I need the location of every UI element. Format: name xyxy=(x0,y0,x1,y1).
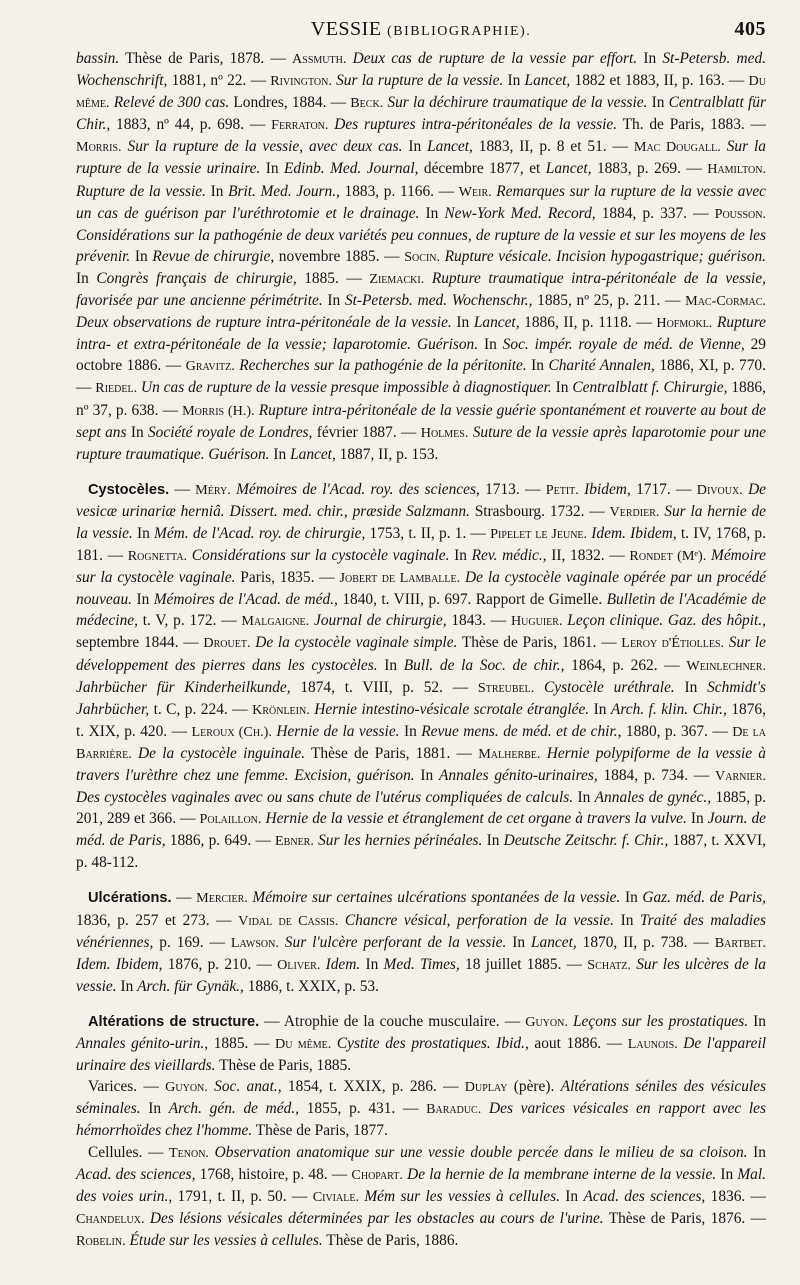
title-text: Jahrbücher für Kinderheilkunde, xyxy=(76,678,291,696)
title-text: Mém sur les vessies à cellules. xyxy=(364,1187,560,1205)
title-text: Hernie polypiforme de la vessie à travers l'urèthre chez une femme. Excision, guérison. xyxy=(76,744,766,784)
author-name: Beck. xyxy=(350,95,384,112)
title-text: De la cystocèle inguinale. xyxy=(138,744,306,762)
citation-text: 1883, p. 1166. — xyxy=(339,182,459,200)
citation-text: 1768, histoire, p. 48. — xyxy=(195,1165,352,1183)
citation-text: 1883, II, p. 8 et 51. — xyxy=(472,138,634,156)
title-text: Leçons sur les prostatiques. xyxy=(573,1012,749,1030)
citation-text: In xyxy=(614,911,640,929)
author-name: Krönlein. xyxy=(252,701,310,718)
citation-text: 1836, p. 257 et 273. — xyxy=(76,911,239,929)
citation-text: In xyxy=(647,94,669,112)
citation-text: Thèse de Paris, 1881. — xyxy=(305,744,479,762)
running-title xyxy=(76,18,766,41)
title-text: Mal. des voies urin., xyxy=(76,1165,766,1205)
title-text: Journal de chirurgie, xyxy=(314,612,447,630)
citation-text: — Atrophie de la couche musculaire. — xyxy=(259,1012,526,1030)
title-text: Rupture vésicale. Incision hypogastrique; guérison. xyxy=(444,247,766,265)
author-name: Schatz. xyxy=(587,956,631,973)
citation-text: t. IV, 1768, p. 181. — xyxy=(76,524,766,565)
citation-text: 18 juillet 1885. — xyxy=(459,955,588,973)
citation-text: (père). xyxy=(507,1078,561,1096)
citation-text: In xyxy=(674,678,708,696)
title-text: Suture de la vessie après laparotomie pour une rupture traumatique. Guérison. xyxy=(76,423,766,463)
section-heading: Cystocèles. xyxy=(88,481,170,498)
citation-text: In xyxy=(126,423,148,441)
title-text: Rupture de la vessie. xyxy=(76,182,206,200)
title-text: De la hernie de la membrane interne de la vessie. xyxy=(407,1165,717,1183)
citation-text: 1886, p. 649. — xyxy=(165,832,276,850)
cystoceles-section xyxy=(76,479,766,874)
citation-text: 1886, II, p. 1118. — xyxy=(519,314,657,332)
citation-text: 1870, II, p. 738. — xyxy=(576,933,715,951)
author-name: Socin. xyxy=(404,248,441,265)
cellules-subsection xyxy=(76,1142,766,1252)
citation-text: 1882 et 1883, II, p. 163. — xyxy=(570,72,749,90)
title-text: Hernie de la vessie. xyxy=(276,722,400,740)
author-name: Pousson. xyxy=(714,205,766,222)
title-text: bassin. xyxy=(76,50,120,67)
citation-text: In xyxy=(748,1012,766,1030)
author-name: Streubel. xyxy=(477,679,535,696)
title-text: Acad. des sciences, xyxy=(76,1165,196,1183)
title-text: Annales de gynéc., xyxy=(594,789,712,807)
title-text: Un cas de rupture de la vessie presque impossible à diagnostiquer. xyxy=(141,379,552,397)
title-text: Revue mens. de méd. et de chir., xyxy=(421,722,622,740)
author-name: Mac-Cormac. xyxy=(685,293,766,310)
citation-text: In xyxy=(551,379,573,397)
citation-text: 1881, nº 22. — xyxy=(167,72,271,90)
citation-text: In xyxy=(526,357,549,375)
citation-text: Londres, 1884. — xyxy=(229,94,351,112)
title-text: Idem. Ibidem, xyxy=(591,524,677,542)
author-name: Pipelet le Jeune. xyxy=(490,525,588,542)
citation-text: 1885. — xyxy=(296,269,370,287)
citation-text: 1876, p. 210. — xyxy=(162,955,278,973)
citation-text: In xyxy=(637,50,663,67)
citation-text: 1836. — xyxy=(705,1187,767,1205)
citation-text: Th. de Paris, 1883. — xyxy=(617,116,766,134)
section-heading: Ulcérations. xyxy=(88,890,172,907)
author-name: Petit. xyxy=(545,481,579,498)
title-text: De la cystocèle vaginale simple. xyxy=(255,634,458,652)
citation-text: 1886, t. XXIX, p. 53. xyxy=(243,977,379,995)
title-text: Cystite des prostatiques. Ibid., xyxy=(336,1035,529,1053)
title-text: Centralblatt für Chir., xyxy=(76,94,766,134)
title-text: Schmidt's Jahrbücher, xyxy=(76,678,766,718)
author-name: Varnier. xyxy=(715,768,766,784)
citation-text: In xyxy=(449,547,472,565)
title-text: Deutsche Zeitschr. f. Chir., xyxy=(503,832,669,850)
title-text: Acad. des sciences, xyxy=(583,1187,706,1205)
citation-text: 1883, nº 44, p. 698. — xyxy=(110,116,272,134)
citation-text: In xyxy=(377,656,404,674)
citation-text: Varices. — xyxy=(88,1078,166,1096)
author-name: Divoux. xyxy=(696,481,743,498)
title-text: Des varices vésicales en rapport avec les hémorrhoïdes chez l'homme. xyxy=(76,1100,767,1140)
title-text: Altérations séniles des vésicules séminales. xyxy=(76,1078,766,1118)
author-name: Méry. xyxy=(195,481,231,498)
title-text: Lancet, xyxy=(524,72,571,90)
citation-text: In xyxy=(399,722,422,740)
title-text: Rupture intra-péritonéale de la vessie guérie spontanément et rouverte au bout de sept ans xyxy=(76,401,767,441)
author-name: Hamilton. xyxy=(707,161,766,178)
title-text: Deux observations de rupture intra-péritonéale de la vessie. xyxy=(76,314,452,332)
citation-text: 1885, nº 25, p. 211. — xyxy=(532,292,686,310)
author-name: Verdier. xyxy=(609,503,660,520)
citation-text: 1864, p. 262. — xyxy=(564,656,687,674)
author-name: Ferraton. xyxy=(271,117,329,134)
section-heading: Altérations de structure. xyxy=(88,1013,260,1030)
citation-text: In xyxy=(360,955,384,973)
author-name: Assmuth. xyxy=(292,51,347,67)
title-text: Rev. médic., xyxy=(471,547,547,565)
title-text: Idem. xyxy=(325,955,361,973)
citation-text: 1855, p. 431. — xyxy=(299,1100,427,1118)
title-text: Lancet, xyxy=(530,933,577,951)
citation-text: Thèse de Paris, 1876. — xyxy=(603,1209,766,1227)
bibliography-body xyxy=(76,48,766,1252)
citation-text: 1885. — xyxy=(208,1035,275,1053)
citation-text: In xyxy=(506,933,531,951)
citation-text: 1884, p. 337. — xyxy=(595,204,715,222)
citation-text: 1717. — xyxy=(630,480,697,498)
author-name: Morris. xyxy=(76,139,122,156)
title-text: Revue de chirurgie, xyxy=(152,247,275,265)
title-text: Centralblatt f. Chirurgie, xyxy=(572,379,728,397)
title-text: Soc. impér. royale de méd. de Vienne, xyxy=(502,336,745,354)
title-text: Des cystocèles vaginales avec ou sans chute de l'utérus compliquées de calculs. xyxy=(76,789,574,807)
citation-text: p. 169. — xyxy=(153,933,231,951)
title-text: New-York Med. Record, xyxy=(444,204,596,222)
title-text: Relevé de 300 cas. xyxy=(113,94,230,112)
citation-text: In xyxy=(260,160,285,178)
author-name: Chandelux. xyxy=(76,1210,145,1227)
title-text: De l'appareil urinaire des vieillards. xyxy=(76,1035,766,1075)
citation-text: In xyxy=(132,524,155,542)
title-text: Med. Times, xyxy=(383,955,460,973)
citation-text: In xyxy=(482,832,504,850)
title-text: St-Petersb. med. Wochenschr., xyxy=(344,292,533,310)
title-text: Sur la rupture de la vessie, avec deux cas. xyxy=(127,138,403,156)
title-text: Ibidem, xyxy=(584,480,631,498)
author-name: Morris (H.). xyxy=(182,402,255,419)
citation-text: — xyxy=(171,889,197,907)
title-text: Rupture intra- et extra-péritonéale de la vessie; laparotomie. Guérison. xyxy=(76,314,766,354)
citation-text: In xyxy=(130,247,153,265)
citation-text: 1887, II, p. 153. xyxy=(335,445,439,463)
page-number: 405 xyxy=(734,18,766,40)
title-text: Idem. Ibidem, xyxy=(76,955,163,973)
title-text: Journ. de méd. de Paris, xyxy=(76,810,766,850)
author-name: Riedel. xyxy=(95,380,138,397)
citation-text: Thèse de Paris, 1861. — xyxy=(457,634,622,652)
author-name: Ziemacki. xyxy=(369,270,425,287)
title-text: Sur la rupture de la vessie. xyxy=(336,72,504,90)
title-text: Recherches sur la pathogénie de la péritonite. xyxy=(239,357,527,375)
citation-text: In xyxy=(559,1187,584,1205)
title-text: Mémoire sur la cystocèle vaginale. xyxy=(76,547,766,587)
citation-text: novembre 1885. — xyxy=(274,247,405,265)
citation-text: 1713. — xyxy=(479,480,546,498)
title-text: Leçon clinique. Gaz. des hôpit., xyxy=(567,612,766,630)
title-text: Sur les hernies périnéales. xyxy=(318,832,483,850)
title-text: Edinb. Med. Journal, xyxy=(284,160,419,178)
title-text: Traité des maladies vénériennes, xyxy=(76,911,766,951)
citation-text: Strasbourg. 1732. — xyxy=(469,502,610,520)
citation-text: septembre 1844. — xyxy=(76,634,204,652)
citation-text: Thèse de Paris, 1885. xyxy=(215,1057,352,1075)
title-text: Bulletin de l'Académie de médecine, xyxy=(76,591,766,630)
author-name: Hofmokl. xyxy=(656,315,713,332)
title-text: Considérations sur la cystocèle vaginale. xyxy=(191,547,450,565)
citation-text: In xyxy=(747,1143,766,1161)
citation-text: 1880, p. 367. — xyxy=(621,722,733,740)
title-text: Congrès français de chirurgie, xyxy=(96,269,297,287)
author-name: Rondet (Mᵉ). xyxy=(629,548,707,565)
title-text: Sur la hernie de la vessie. xyxy=(76,502,766,542)
citation-text: In xyxy=(503,72,525,90)
author-name: Drouet. xyxy=(203,635,251,652)
title-text: Lancet, xyxy=(473,314,520,332)
citation-text: février 1887. — xyxy=(312,423,421,441)
title-text: Remarques sur la rupture de la vessie avec un cas de guérison par l'uréthrotomie et le drainage. xyxy=(76,182,766,222)
title-text: Étude sur les vessies à cellules. xyxy=(129,1231,323,1249)
title-text: Lancet, xyxy=(290,445,336,463)
author-name: Polaillon. xyxy=(199,811,262,828)
title-text: Lancet, xyxy=(545,160,592,178)
author-name: Du même. xyxy=(76,73,766,112)
author-name: Mac Dougall. xyxy=(633,139,721,156)
citation-text xyxy=(424,270,432,287)
citation-text: 1884, p. 734. — xyxy=(597,767,716,784)
running-title-sub: (BIBLIOGRAPHIE). xyxy=(387,24,532,39)
author-name: Leroux (Ch.). xyxy=(191,723,272,740)
citation-text: In xyxy=(140,1100,169,1118)
title-text: Arch. f. klin. Chir., xyxy=(610,700,727,718)
title-text: Mém. de l'Acad. roy. de chirurgie, xyxy=(154,524,366,542)
title-text: Gaz. méd. de Paris, xyxy=(642,889,766,907)
citation-text: 1843. — xyxy=(446,612,511,630)
title-text: Deux cas de rupture de la vessie par effort. xyxy=(352,50,638,67)
title-text: Sur les ulcères de la vessie. xyxy=(76,955,766,995)
author-name: Robelin. xyxy=(76,1232,126,1249)
citation-text: In xyxy=(132,591,154,609)
title-text: Mémoires de l'Acad. roy. des sciences, xyxy=(236,480,480,498)
author-name: Chopart. xyxy=(351,1166,403,1183)
author-name: Malgaigne. xyxy=(241,613,310,630)
author-name: Duplay xyxy=(464,1079,508,1096)
citation-text: 1876, t. XIX, p. 420. — xyxy=(76,700,766,740)
title-text: Soc. anat., xyxy=(214,1078,282,1096)
author-name: Tenon. xyxy=(169,1144,209,1161)
title-text: Lancet, xyxy=(427,138,473,156)
citation-text: 1791, t. II, p. 50. — xyxy=(172,1187,313,1205)
title-text: Cystocèle uréthrale. xyxy=(544,678,675,696)
title-text: De la cystocèle vaginale opérée par un procédé nouveau. xyxy=(76,569,766,609)
title-text: Observation anatomique sur une vessie double percée dans le milieu de sa cloison. xyxy=(214,1143,748,1161)
author-name: Civiale. xyxy=(312,1188,359,1205)
citation-text: In xyxy=(76,269,97,287)
varices-subsection xyxy=(76,1076,766,1141)
citation-text: II, 1832. — xyxy=(546,547,630,565)
author-name: Leroy d'Étiolles. xyxy=(621,635,725,652)
citation-text: In xyxy=(686,810,708,828)
author-name: Guyon. xyxy=(525,1013,568,1030)
title-text: Charité Annalen, xyxy=(548,357,655,375)
title-text: Arch. gén. de méd., xyxy=(168,1100,300,1118)
citation-text: In xyxy=(573,789,595,807)
title-text: Rupture traumatique intra-péritonéale de la vessie, favorisée par une ancienne périmétrite. xyxy=(76,269,767,310)
author-name: Gravitz. xyxy=(185,358,235,375)
citation-text: 1885, p. 201, 289 et 366. — xyxy=(76,789,766,828)
citation-text: In xyxy=(620,889,643,907)
title-text: Sur la déchirure traumatique de la vessie. xyxy=(387,94,648,112)
citation-text: Thèse de Paris, 1877. xyxy=(252,1122,388,1140)
citation-text: 1883, p. 269. — xyxy=(591,160,708,178)
ulcerations-section xyxy=(76,887,766,996)
title-text: Considérations sur la pathogénie de deux variétés peu connues, de rupture de la vessie et sur les moyens de les prévenir. xyxy=(76,226,766,265)
author-name: De la Barrière. xyxy=(76,723,766,762)
author-name: Rognetta. xyxy=(127,548,188,565)
author-name: Malherbe. xyxy=(478,745,541,762)
title-text: Annales génito-urinaires, xyxy=(439,767,598,784)
author-name: Baraduc. xyxy=(426,1101,482,1118)
title-text: Sur la rupture de la vessie urinaire. xyxy=(76,138,766,178)
citation-text: aout 1886. — xyxy=(528,1035,628,1053)
title-text: Chancre vésical, perforation de la vessie. xyxy=(344,911,614,929)
author-name: Du même. xyxy=(274,1036,332,1053)
title-text: Arch. für Gynäk., xyxy=(137,977,244,995)
author-name: Lawson. xyxy=(230,934,279,951)
citation-text: 1753, t. II, p. 1. — xyxy=(365,524,491,542)
title-text: Hernie de la vessie et étranglement de cet organe à travers la vulve. xyxy=(265,810,687,828)
citation-text: — xyxy=(169,480,196,498)
title-text: St-Petersb. med. Wochenschrift, xyxy=(76,50,766,90)
citation-text: In xyxy=(402,138,428,156)
citation-text: In xyxy=(116,977,138,995)
citation-text: 1840, t. VIII, p. 697. Rapport de Gimelle. xyxy=(337,591,607,609)
author-name: Oliver. xyxy=(277,956,321,973)
citation-text: 1887, t. XXVI, p. 48-112. xyxy=(76,832,766,872)
citation-text: In xyxy=(716,1165,738,1183)
citation-text: In xyxy=(589,700,611,718)
citation-text: 29 octobre 1886. — xyxy=(76,336,766,375)
citation-text: Thèse de Paris, 1886. xyxy=(322,1231,459,1249)
author-name: Rivington. xyxy=(270,73,332,90)
citation-text: t. V, p. 172. — xyxy=(137,612,242,630)
title-text: Des ruptures intra-péritonéales de la vessie. xyxy=(334,116,618,134)
author-name: Vidal de Cassis. xyxy=(238,912,339,929)
author-name: Weir. xyxy=(458,183,492,200)
author-name: Bartbet. xyxy=(714,934,766,951)
author-name: Huguier. xyxy=(510,613,563,630)
running-title-main: VESSIE xyxy=(310,18,382,40)
citation-text: In xyxy=(419,204,445,222)
citation-text: 1886, XI, p. 770. — xyxy=(76,357,766,397)
author-name: Weinlechner. xyxy=(686,657,766,674)
citation-text: In xyxy=(269,445,291,463)
author-name: Holmes. xyxy=(420,424,469,441)
title-text: Mémoires de l'Acad. de méd., xyxy=(153,591,338,609)
citation-text xyxy=(338,912,345,929)
author-name: Guyon. xyxy=(165,1079,208,1096)
title-text: Annales génito-urin., xyxy=(76,1035,209,1053)
citation-text xyxy=(481,1100,489,1117)
title-text: Mémoire sur certaines ulcérations spontanées de la vessie. xyxy=(252,889,621,907)
citation-text: Paris, 1835. — xyxy=(235,569,340,587)
citation-text: In xyxy=(451,314,474,332)
running-header xyxy=(76,18,766,48)
title-text: Hernie intestino-vésicale scrotale étranglée. xyxy=(314,700,590,718)
title-text: Société royale de Londres, xyxy=(147,423,313,441)
title-text: Brit. Med. Journ., xyxy=(228,182,340,200)
title-text: Sur le développement des pierres dans les cystocèles. xyxy=(76,634,766,674)
title-text: De vesicæ urinariæ herniâ. Dissert. med. chir., præside Salzmann. xyxy=(76,480,767,520)
rupture-references xyxy=(76,48,766,465)
author-name: Jobert de Lamballe. xyxy=(339,570,461,587)
citation-text: 1854, t. XXIX, p. 286. — xyxy=(281,1078,465,1096)
citation-text: In xyxy=(205,182,229,200)
citation-text: Thèse de Paris, 1878. — xyxy=(119,50,293,67)
citation-text: 1886, nº 37, p. 638. — xyxy=(76,379,766,419)
title-text: Bull. de la Soc. de chir., xyxy=(403,656,565,674)
citation-text: In xyxy=(414,767,440,784)
author-name: Mercier. xyxy=(196,890,248,907)
title-text: Des lésions vésicales déterminées par les obstacles au cours de l'urine. xyxy=(149,1209,604,1227)
citation-text: décembre 1877, et xyxy=(418,160,546,178)
title-text: Sur l'ulcère perforant de la vessie. xyxy=(284,933,507,951)
citation-text: In xyxy=(478,336,503,354)
citation-text: Cellules. — xyxy=(88,1143,170,1161)
structure-alterations-section xyxy=(76,1011,766,1076)
citation-text: In xyxy=(322,292,345,310)
citation-text: 1874, t. VIII, p. 52. — xyxy=(290,678,478,696)
citation-text: t. C, p. 224. — xyxy=(149,700,253,718)
author-name: Launois. xyxy=(627,1036,678,1053)
citation-text xyxy=(534,679,544,696)
author-name: Ebner. xyxy=(275,833,314,850)
